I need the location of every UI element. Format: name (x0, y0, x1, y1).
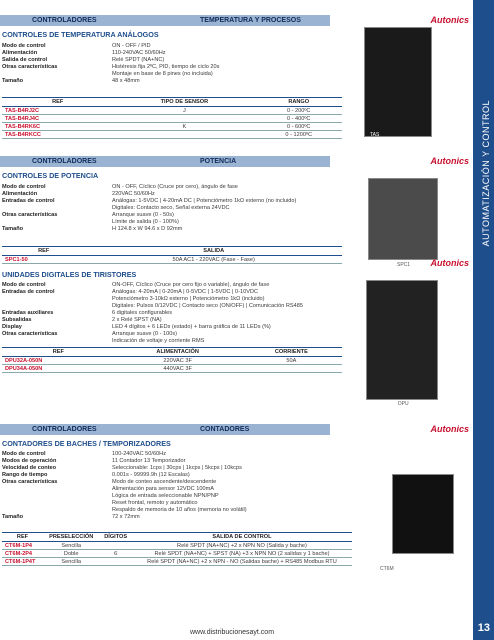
table-cell: 50A AC1 - 220VAC (Fase - Fase) (85, 256, 342, 264)
spec-value: Lógica de entrada seleccionable NPN/PNP (112, 493, 219, 499)
spec-key: Display (2, 324, 22, 330)
table-header: CORRIENTE (241, 348, 342, 357)
table-cell: 50A (241, 357, 342, 365)
spec-value: Indicación de voltaje y corriente RMS (112, 338, 205, 344)
section-title: CONTROLES DE TEMPERATURA ANÁLOGOS (2, 30, 159, 39)
table-row (2, 107, 342, 115)
table-cell: 0 - 1200ºC (255, 131, 342, 139)
product-caption: DPU (398, 401, 409, 407)
spec-key: Tamaño (2, 226, 24, 232)
spec-key: Entradas de control (2, 198, 55, 204)
spec-value: Relé SPDT (NA+NC) (112, 57, 165, 63)
spec-table (2, 97, 342, 139)
spec-value: LED 4 dígitos + 6 LEDs (estado) + barra gráfica de 11 LEDs (%) (112, 324, 271, 330)
spec-key: Modos de operación (2, 458, 57, 464)
spec-value: 11 Contador 13 Temporizador (112, 458, 186, 464)
spec-value: Alimentación para sensor 12VDC 100mA (112, 486, 214, 492)
spec-value: Montaje en base de 8 pines (no incluida) (112, 71, 213, 77)
section-title: CONTADORES DE BACHES / TEMPORIZADORES (2, 439, 171, 448)
brand-logo: Autonics (430, 424, 469, 434)
spec-value: 6 digitales configurables (112, 310, 173, 316)
spec-key: Otras características (2, 331, 58, 337)
spec-value: 0.001s - 99999.9h (12 Escalas) (112, 472, 190, 478)
spec-key: Entradas auxiliares (2, 310, 54, 316)
bar-left-label: CONTROLADORES (32, 426, 97, 433)
product-caption: CT6M (380, 566, 394, 572)
spec-key: Salida de control (2, 57, 48, 63)
spec-key: Alimentación (2, 50, 38, 56)
spec-key: Modo de control (2, 184, 46, 190)
table-row (2, 558, 352, 566)
product-image (364, 27, 432, 137)
bar-right-label: TEMPERATURA Y PROCESOS (200, 17, 301, 24)
spec-key: Otras características (2, 212, 58, 218)
spec-value: 110-240VAC 50/60Hz (112, 50, 166, 56)
table-cell: 440VAC 3F (115, 365, 241, 373)
table-header: PRESELECCIÓN (43, 533, 99, 542)
table-row (2, 550, 352, 558)
table-cell: Relé SPDT (NA+NC) +2 x NPN NO (Salida y bache) (132, 542, 352, 550)
table-row (2, 256, 342, 264)
spec-key: Otras características (2, 64, 58, 70)
table-cell (113, 131, 255, 139)
spec-key: Modo de control (2, 43, 46, 49)
spec-value: Análogas: 4-20mA | 0-20mA | 0-5VDC | 1-5VDC | 0-10VDC (112, 289, 259, 295)
spec-value: 220VAC 50/60Hz (112, 191, 155, 197)
product-caption: SPC1 (397, 262, 411, 268)
table-cell (113, 115, 255, 123)
side-title: AUTOMATIZACIÓN Y CONTROL (481, 100, 491, 247)
section-title: UNIDADES DIGITALES DE TIRISTORES (2, 270, 137, 279)
spec-value: Reset frontal, remoto y automático (112, 500, 198, 506)
table-cell: SPC1-50 (2, 256, 85, 264)
page-number: 13 (477, 622, 490, 634)
spec-value: Histéresis fija 2ºC, PID, tiempo de ciclo 20s (112, 64, 220, 70)
spec-value: Respaldo de memoria de 10 años (memoria no volátil) (112, 507, 247, 513)
spec-value: Potenciómetro 3-10kΩ externo | Potenciómetro 1kΩ (incluido) (112, 296, 265, 302)
product-caption: TAS (370, 132, 380, 138)
table-cell (241, 365, 342, 373)
table-header: REF (2, 533, 43, 542)
footer-url: www.distribucionesayt.com (190, 629, 275, 636)
spec-value: 2 x Relé SPST (NA) (112, 317, 162, 323)
spec-value: 48 x 48mm (112, 78, 140, 84)
table-cell: 0 - 200ºC (255, 107, 342, 115)
spec-value: ON-OFF, Cíclico (Cruce por cero fijo o variable), ángulo de fase (112, 282, 270, 288)
spec-value: 72 x 72mm (112, 514, 140, 520)
spec-value: Modo de conteo ascendente/descendente (112, 479, 217, 485)
table-header: SALIDA (85, 247, 342, 256)
table-cell: 6 (99, 550, 132, 558)
spec-key: Rango de tiempo (2, 472, 48, 478)
spec-key: Tamaño (2, 514, 24, 520)
spec-key: Otras características (2, 479, 58, 485)
spec-value: Digitales: Contacto seco, Señal externa 24VDC (112, 205, 230, 211)
table-cell: K (113, 123, 255, 131)
bar-left-label: CONTROLADORES (32, 158, 97, 165)
table-cell: TAS-B4RK6C (2, 123, 113, 131)
table-row (2, 542, 352, 550)
table-cell: Sencilla (43, 558, 99, 566)
spec-value: Arranque suave (0 - 100s) (112, 331, 177, 337)
table-cell: DPU32A-050N (2, 357, 115, 365)
spec-value: 100-240VAC 50/60Hz (112, 451, 167, 457)
table-header: RANGO (255, 98, 342, 107)
table-cell: Relé SPDT (NA+NC) + SPST (NA) +3 x NPN NO (2 salidas y 1 bache) (132, 550, 352, 558)
table-cell: 220VAC 3F (115, 357, 241, 365)
section-bar (0, 156, 330, 167)
table-cell: 0 - 600ºC (255, 123, 342, 131)
spec-value: ON - OFF, Cíclico (Cruce por cero), ángulo de fase (112, 184, 238, 190)
brand-logo: Autonics (430, 258, 469, 268)
table-cell: CT6M-2P4 (2, 550, 43, 558)
product-image (392, 474, 454, 554)
table-row (2, 123, 342, 131)
spec-key: Subsalidas (2, 317, 32, 323)
table-row (2, 365, 342, 373)
spec-value: Límite de salida (0 - 100%) (112, 219, 179, 225)
section-bar (0, 15, 330, 26)
spec-value: Seleccionable: 1cps | 30cps | 1kcps | 5kcps | 10kcps (112, 465, 242, 471)
section-bar (0, 424, 330, 435)
spec-key: Velocidad de conteo (2, 465, 57, 471)
table-cell: 0 - 400ºC (255, 115, 342, 123)
table-row (2, 131, 342, 139)
section-title: CONTROLES DE POTENCIA (2, 171, 99, 180)
table-header: SALIDA DE CONTROL (132, 533, 352, 542)
spec-key: Entradas de control (2, 289, 55, 295)
spec-table (2, 246, 342, 264)
table-cell (99, 542, 132, 550)
spec-value: Arranque suave (0 - 50s) (112, 212, 174, 218)
product-image (368, 178, 438, 260)
table-cell: CT6M-1P4T (2, 558, 43, 566)
table-row (2, 357, 342, 365)
spec-value: H 124.8 x W 94.6 x D 92mm (112, 226, 183, 232)
spec-key: Modo de control (2, 451, 46, 457)
brand-logo: Autonics (430, 15, 469, 25)
spec-value: Digitales: Pulsos 0/12VDC | Contacto seco (ON/OFF) | Comunicación RS485 (112, 303, 303, 309)
bar-right-label: POTENCIA (200, 158, 237, 165)
table-cell: DPU34A-050N (2, 365, 115, 373)
spec-table (2, 532, 352, 566)
spec-key: Tamaño (2, 78, 24, 84)
spec-value: ON - OFF / PID (112, 43, 151, 49)
table-header: REF (2, 247, 85, 256)
spec-key: Modo de control (2, 282, 46, 288)
product-image (366, 280, 438, 400)
table-cell: CT6M-1P4 (2, 542, 43, 550)
spec-value: Análogas: 1-5VDC | 4-20mA DC | Potenciómetro 1kΩ externo (no incluido) (112, 198, 297, 204)
table-cell: TAS-B4RJ2C (2, 107, 113, 115)
table-cell: Relé SPDT (NA+NC) +2 x NPN - NO (Salidas bache) + RS485 Modbus RTU (132, 558, 352, 566)
table-header: ALIMENTACIÓN (115, 348, 241, 357)
table-header: DÍGITOS (99, 533, 132, 542)
bar-left-label: CONTROLADORES (32, 17, 97, 24)
table-row (2, 115, 342, 123)
side-band (473, 0, 494, 640)
table-header: TIPO DE SENSOR (113, 98, 255, 107)
table-cell: Sencilla (43, 542, 99, 550)
table-header: REF (2, 348, 115, 357)
table-cell: TAS-B4RKCC (2, 131, 113, 139)
brand-logo: Autonics (430, 156, 469, 166)
table-cell: Doble (43, 550, 99, 558)
bar-right-label: CONTADORES (200, 426, 250, 433)
spec-key: Alimentación (2, 191, 38, 197)
spec-table (2, 347, 342, 373)
table-cell: TAS-B4RJ4C (2, 115, 113, 123)
table-cell (99, 558, 132, 566)
table-header: REF (2, 98, 113, 107)
table-cell: J (113, 107, 255, 115)
